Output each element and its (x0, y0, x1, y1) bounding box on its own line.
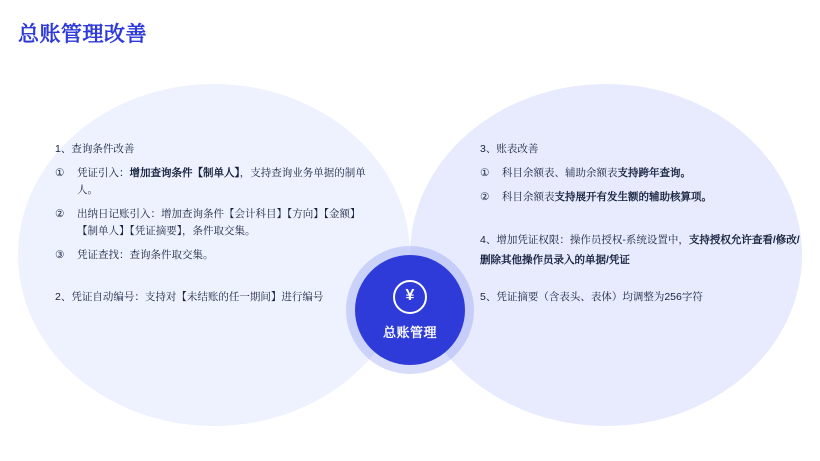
left-block-query-conditions (55, 140, 375, 263)
list-item (480, 189, 800, 206)
left-content-column (55, 140, 375, 314)
heading-strong-part: 支持授权允许查看/修改/删除其他操作员录入的单据/凭证 (480, 233, 800, 266)
heading-plain-part: 4、增加凭证权限：操作员授权-系统设置中， (480, 233, 689, 246)
list-item-tail: ，支持查询业务单据的制单人。 (77, 167, 366, 197)
list-item-text (502, 189, 800, 206)
list-item (55, 206, 375, 240)
list-item (480, 165, 800, 182)
list-item-marker: ② (55, 207, 65, 220)
list-item-text (77, 165, 375, 199)
list-item-lead: 凭证引入： (77, 167, 130, 180)
center-node-label: 总账管理 (382, 324, 437, 340)
list-item-marker: ③ (55, 248, 65, 261)
list-item-lead: 科目余额表、辅助余额表 (502, 167, 618, 180)
left-block-auto-numbering (55, 288, 375, 307)
left-block-heading: 1、查询条件改善 (55, 143, 135, 155)
right-block-reports (480, 140, 800, 206)
list-item-text (502, 165, 800, 182)
right-content-column (480, 140, 800, 314)
list-item (55, 165, 375, 199)
left-block-heading: 2、凭证自动编号：支持对【未结账的任一期间】进行编号 (55, 291, 324, 304)
center-node (355, 255, 465, 365)
list-item-marker: ① (55, 167, 65, 180)
right-block-voucher-permission (480, 231, 800, 271)
list-item-lead: 科目余额表 (502, 191, 555, 204)
spacer (480, 278, 800, 288)
page-title: 总账管理改善 (18, 23, 147, 46)
right-block-heading: 5、凭证摘要（含表头、表体）均调整为256字符 (480, 290, 703, 303)
yuan-currency-icon: ¥ (393, 280, 427, 314)
venn-diagram (0, 70, 820, 440)
spacer (480, 213, 800, 231)
right-block-heading: 3、账表改善 (480, 143, 539, 155)
list-item-text: 凭证查找：查询条件取交集。 (77, 248, 214, 261)
list-item-marker: ① (480, 167, 490, 180)
list-item-marker: ② (480, 191, 490, 204)
list-item-text: 出纳日记账引入：增加查询条件【会计科目】【方向】【金额】【制单人】【凭证摘要】，条件取交集。 (77, 207, 361, 237)
right-block-heading (480, 231, 800, 271)
list-item-strong: 支持展开有发生额的辅助核算项。 (554, 191, 712, 204)
right-block-summary-length (480, 288, 800, 307)
list-item-strong: 增加查询条件【制单人】 (129, 167, 240, 180)
list-item (55, 247, 375, 264)
list-item-strong: 支持跨年查询。 (617, 167, 691, 180)
spacer (55, 270, 375, 288)
